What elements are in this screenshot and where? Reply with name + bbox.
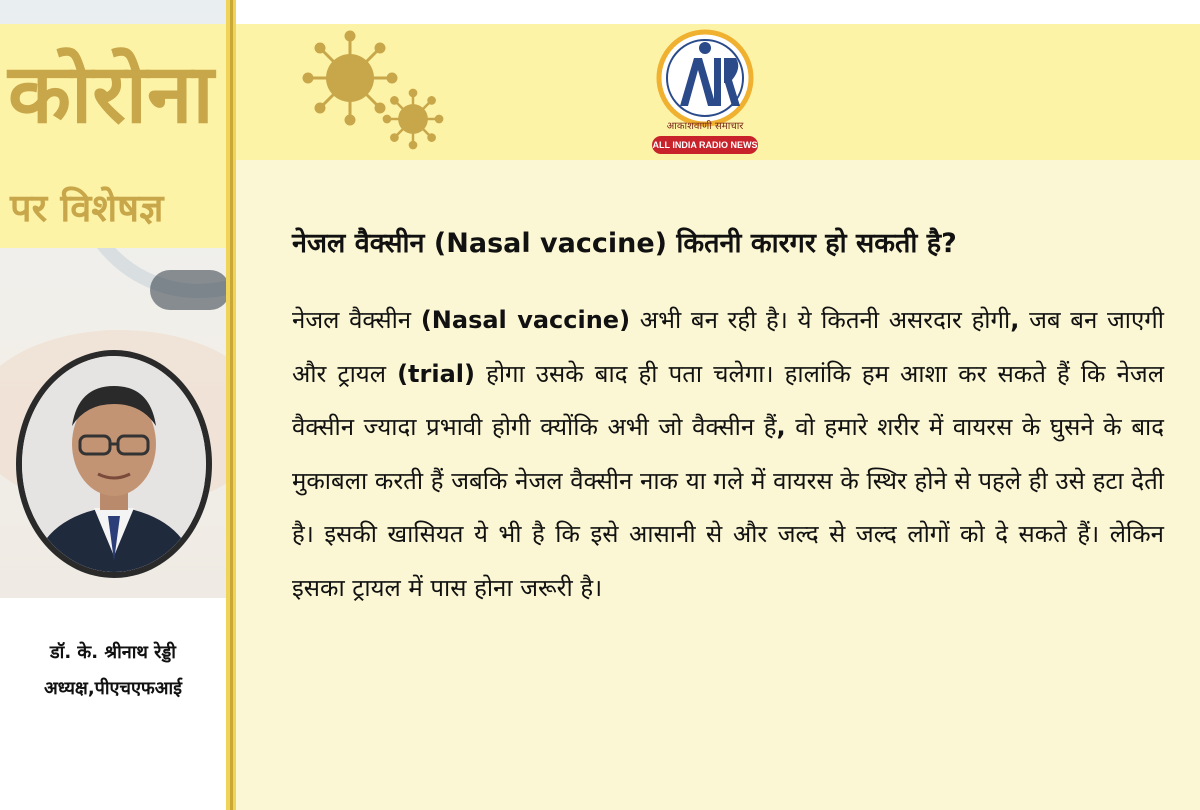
- logo-hindi-text: आकाशवाणी समाचार: [666, 121, 744, 132]
- stethoscope-head: [150, 270, 230, 310]
- answer-part-bold: ,: [776, 413, 786, 441]
- answer-part: नेजल वैक्सीन: [292, 306, 421, 334]
- expert-name: डॉ. के. श्रीनाथ रेड्डी: [50, 642, 176, 663]
- answer-part: वो हमारे शरीर में वायरस के घुसने के बाद मुकाबला करती हैं जबकि नेजल वैक्सीन नाक या गले में वायरस के स्थिर होने से पहले ही उसे हटा देती है। इसकी खासियत ये भी है कि इसे आसानी से और जल्द से जल्द लोगों को दे सकते हैं। लेकिन इसका ट्रायल में पास होना जरूरी है।: [292, 413, 1164, 602]
- answer-part-bold: (trial): [397, 359, 475, 388]
- logo-badge: ALL INDIA RADIO NEWS: [652, 136, 758, 154]
- page-title: कोरोना: [8, 47, 214, 142]
- question-heading: नेजल वैक्सीन (Nasal vaccine) कितनी कारगर हो सकती है?: [292, 228, 957, 259]
- answer-text: [292, 294, 1164, 615]
- person-illustration: [22, 356, 206, 572]
- virus-small-icon: [382, 88, 444, 150]
- expert-avatar: [16, 350, 212, 578]
- answer-part: अभी बन रही है। ये कितनी असरदार होगी: [630, 306, 1011, 334]
- answer-part-bold: (Nasal vaccine): [420, 306, 631, 334]
- vertical-divider-line: [230, 0, 233, 810]
- page-subtitle: पर विशेषज्ञ: [10, 186, 164, 230]
- caption-box: [0, 598, 226, 810]
- answer-part: होगा उसके बाद ही पता चलेगा। हालांकि हम आशा कर सकते हैं कि नेजल वैक्सीन ज्यादा प्रभावी होगी क्योंकि अभी जो वैक्सीन हैं: [292, 359, 1164, 441]
- answer-part: जब बन जाएगी और ट्रायल: [292, 306, 1165, 388]
- expert-role: अध्यक्ष,पीएचएफआई: [43, 678, 183, 699]
- answer-part-bold: ,: [1010, 306, 1020, 334]
